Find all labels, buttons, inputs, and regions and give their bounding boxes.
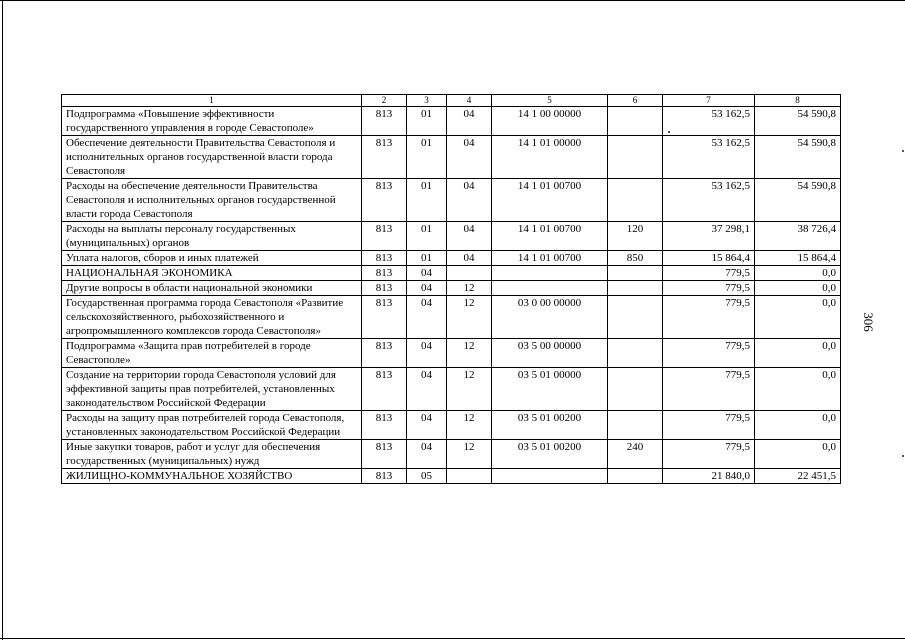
header-cell: 2 <box>362 95 407 107</box>
row-target-cell: 03 5 00 00000 <box>492 339 608 368</box>
row-ministry-cell: 813 <box>362 281 407 296</box>
row-ministry-cell: 813 <box>362 440 407 469</box>
row-section-cell: 01 <box>407 179 447 222</box>
table-row <box>62 266 841 281</box>
row-ministry-cell: 813 <box>362 107 407 136</box>
row-target-cell: 14 1 01 00700 <box>492 222 608 251</box>
page-number: 306 <box>860 312 876 332</box>
row-sum-year1-cell: 53 162,5 <box>663 179 755 222</box>
row-expense-type-cell: 850 <box>608 251 663 266</box>
header-cell: 5 <box>492 95 608 107</box>
row-section-cell: 04 <box>407 266 447 281</box>
table-row <box>62 296 841 339</box>
table-row <box>62 281 841 296</box>
row-expense-type-cell <box>608 368 663 411</box>
row-target-cell: 14 1 01 00700 <box>492 251 608 266</box>
row-subsection-cell: 04 <box>447 107 492 136</box>
row-sum-year1-cell: 779,5 <box>663 296 755 339</box>
row-ministry-cell: 813 <box>362 469 407 484</box>
header-cell: 7 <box>663 95 755 107</box>
header-cell: 8 <box>755 95 841 107</box>
table-row <box>62 411 841 440</box>
row-section-cell: 04 <box>407 368 447 411</box>
row-target-cell: 03 5 01 00200 <box>492 440 608 469</box>
row-ministry-cell: 813 <box>362 368 407 411</box>
row-name-cell: Расходы на защиту прав потребителей города Севастополя, установленных законодательством Российской Федерации <box>62 411 362 440</box>
table-row <box>62 440 841 469</box>
row-target-cell: 14 1 01 00700 <box>492 179 608 222</box>
row-sum-year1-cell: 21 840,0 <box>663 469 755 484</box>
row-sum-year2-cell: 0,0 <box>755 339 841 368</box>
row-name-cell: Расходы на выплаты персоналу государственных (муниципальных) органов <box>62 222 362 251</box>
row-expense-type-cell <box>608 266 663 281</box>
row-sum-year2-cell: 0,0 <box>755 281 841 296</box>
header-cell: 3 <box>407 95 447 107</box>
row-subsection-cell: 12 <box>447 339 492 368</box>
row-subsection-cell: 12 <box>447 440 492 469</box>
table-row <box>62 107 841 136</box>
row-expense-type-cell: 240 <box>608 440 663 469</box>
row-sum-year1-cell: 779,5 <box>663 440 755 469</box>
row-target-cell <box>492 266 608 281</box>
row-expense-type-cell <box>608 296 663 339</box>
row-sum-year2-cell: 0,0 <box>755 368 841 411</box>
table-row <box>62 368 841 411</box>
row-expense-type-cell <box>608 281 663 296</box>
row-name-cell: НАЦИОНАЛЬНАЯ ЭКОНОМИКА <box>62 266 362 281</box>
header-cell: 1 <box>62 95 362 107</box>
row-subsection-cell: 04 <box>447 136 492 179</box>
table-row <box>62 222 841 251</box>
row-section-cell: 04 <box>407 411 447 440</box>
row-sum-year2-cell: 54 590,8 <box>755 107 841 136</box>
row-target-cell: 03 5 01 00000 <box>492 368 608 411</box>
row-subsection-cell: 04 <box>447 179 492 222</box>
row-sum-year2-cell: 0,0 <box>755 266 841 281</box>
row-sum-year1-cell: 779,5 <box>663 411 755 440</box>
row-sum-year1-cell: 779,5 <box>663 368 755 411</box>
row-subsection-cell: 12 <box>447 296 492 339</box>
table-row <box>62 179 841 222</box>
row-name-cell: Создание на территории города Севастополя условий для эффективной защиты прав потребителей, установленных законодательством Российской Федерации <box>62 368 362 411</box>
row-section-cell: 01 <box>407 251 447 266</box>
row-sum-year1-cell: 53 162,5 <box>663 107 755 136</box>
row-target-cell <box>492 281 608 296</box>
header-cell: 4 <box>447 95 492 107</box>
table-row <box>62 251 841 266</box>
row-sum-year2-cell: 38 726,4 <box>755 222 841 251</box>
header-cell: 6 <box>608 95 663 107</box>
row-sum-year2-cell: 54 590,8 <box>755 136 841 179</box>
row-name-cell: Расходы на обеспечение деятельности Правительства Севастополя и исполнительных органов государственной власти города Севастополя <box>62 179 362 222</box>
row-name-cell: Другие вопросы в области национальной экономики <box>62 281 362 296</box>
row-subsection-cell: 04 <box>447 251 492 266</box>
row-expense-type-cell <box>608 339 663 368</box>
row-expense-type-cell <box>608 469 663 484</box>
row-sum-year2-cell: 15 864,4 <box>755 251 841 266</box>
row-sum-year1-cell: 37 298,1 <box>663 222 755 251</box>
table-row <box>62 469 841 484</box>
row-section-cell: 01 <box>407 107 447 136</box>
row-section-cell: 01 <box>407 136 447 179</box>
row-expense-type-cell <box>608 179 663 222</box>
table-row <box>62 339 841 368</box>
row-expense-type-cell <box>608 136 663 179</box>
row-ministry-cell: 813 <box>362 179 407 222</box>
row-name-cell: Уплата налогов, сборов и иных платежей <box>62 251 362 266</box>
row-expense-type-cell: 120 <box>608 222 663 251</box>
row-sum-year2-cell: 54 590,8 <box>755 179 841 222</box>
scan-edge-bottom <box>0 638 905 639</box>
row-section-cell: 01 <box>407 222 447 251</box>
row-subsection-cell: 12 <box>447 281 492 296</box>
row-target-cell: 14 1 01 00000 <box>492 136 608 179</box>
row-target-cell <box>492 469 608 484</box>
row-subsection-cell: 12 <box>447 411 492 440</box>
row-section-cell: 04 <box>407 281 447 296</box>
row-target-cell: 03 0 00 00000 <box>492 296 608 339</box>
scan-edge-top <box>0 0 905 1</box>
row-subsection-cell <box>447 266 492 281</box>
budget-table <box>61 94 841 484</box>
row-ministry-cell: 813 <box>362 296 407 339</box>
scan-speck <box>902 150 904 152</box>
row-name-cell: Иные закупки товаров, работ и услуг для обеспечения государственных (муниципальных) нужд <box>62 440 362 469</box>
row-expense-type-cell <box>608 411 663 440</box>
row-ministry-cell: 813 <box>362 251 407 266</box>
row-name-cell: ЖИЛИЩНО-КОММУНАЛЬНОЕ ХОЗЯЙСТВО <box>62 469 362 484</box>
row-section-cell: 04 <box>407 440 447 469</box>
row-ministry-cell: 813 <box>362 266 407 281</box>
row-sum-year1-cell: 779,5 <box>663 281 755 296</box>
scan-speck <box>902 455 904 457</box>
row-target-cell: 03 5 01 00200 <box>492 411 608 440</box>
row-ministry-cell: 813 <box>362 136 407 179</box>
row-sum-year2-cell: 0,0 <box>755 411 841 440</box>
row-name-cell: Обеспечение деятельности Правительства Севастополя и исполнительных органов государственной власти города Севастополя <box>62 136 362 179</box>
row-subsection-cell <box>447 469 492 484</box>
row-subsection-cell: 12 <box>447 368 492 411</box>
row-ministry-cell: 813 <box>362 339 407 368</box>
row-section-cell: 04 <box>407 296 447 339</box>
table-header-row <box>62 95 841 107</box>
row-name-cell: Подпрограмма «Защита прав потребителей в городе Севастополе» <box>62 339 362 368</box>
row-target-cell: 14 1 00 00000 <box>492 107 608 136</box>
row-sum-year1-cell: 779,5 <box>663 266 755 281</box>
row-sum-year2-cell: 0,0 <box>755 440 841 469</box>
row-name-cell: Подпрограмма «Повышение эффективности государственного управления в городе Севастополе» <box>62 107 362 136</box>
row-ministry-cell: 813 <box>362 411 407 440</box>
row-ministry-cell: 813 <box>362 222 407 251</box>
row-section-cell: 05 <box>407 469 447 484</box>
row-sum-year2-cell: 22 451,5 <box>755 469 841 484</box>
row-sum-year2-cell: 0,0 <box>755 296 841 339</box>
row-sum-year1-cell: 15 864,4 <box>663 251 755 266</box>
row-name-cell: Государственная программа города Севастополя «Развитие сельскохозяйственного, рыбохозяйственного и агропромышленного комплексов города Севастополя» <box>62 296 362 339</box>
row-subsection-cell: 04 <box>447 222 492 251</box>
row-expense-type-cell <box>608 107 663 136</box>
scan-edge-left <box>2 0 3 640</box>
table-row <box>62 136 841 179</box>
row-sum-year1-cell: 53 162,5 <box>663 136 755 179</box>
row-sum-year1-cell: 779,5 <box>663 339 755 368</box>
table-body <box>62 95 841 484</box>
row-section-cell: 04 <box>407 339 447 368</box>
